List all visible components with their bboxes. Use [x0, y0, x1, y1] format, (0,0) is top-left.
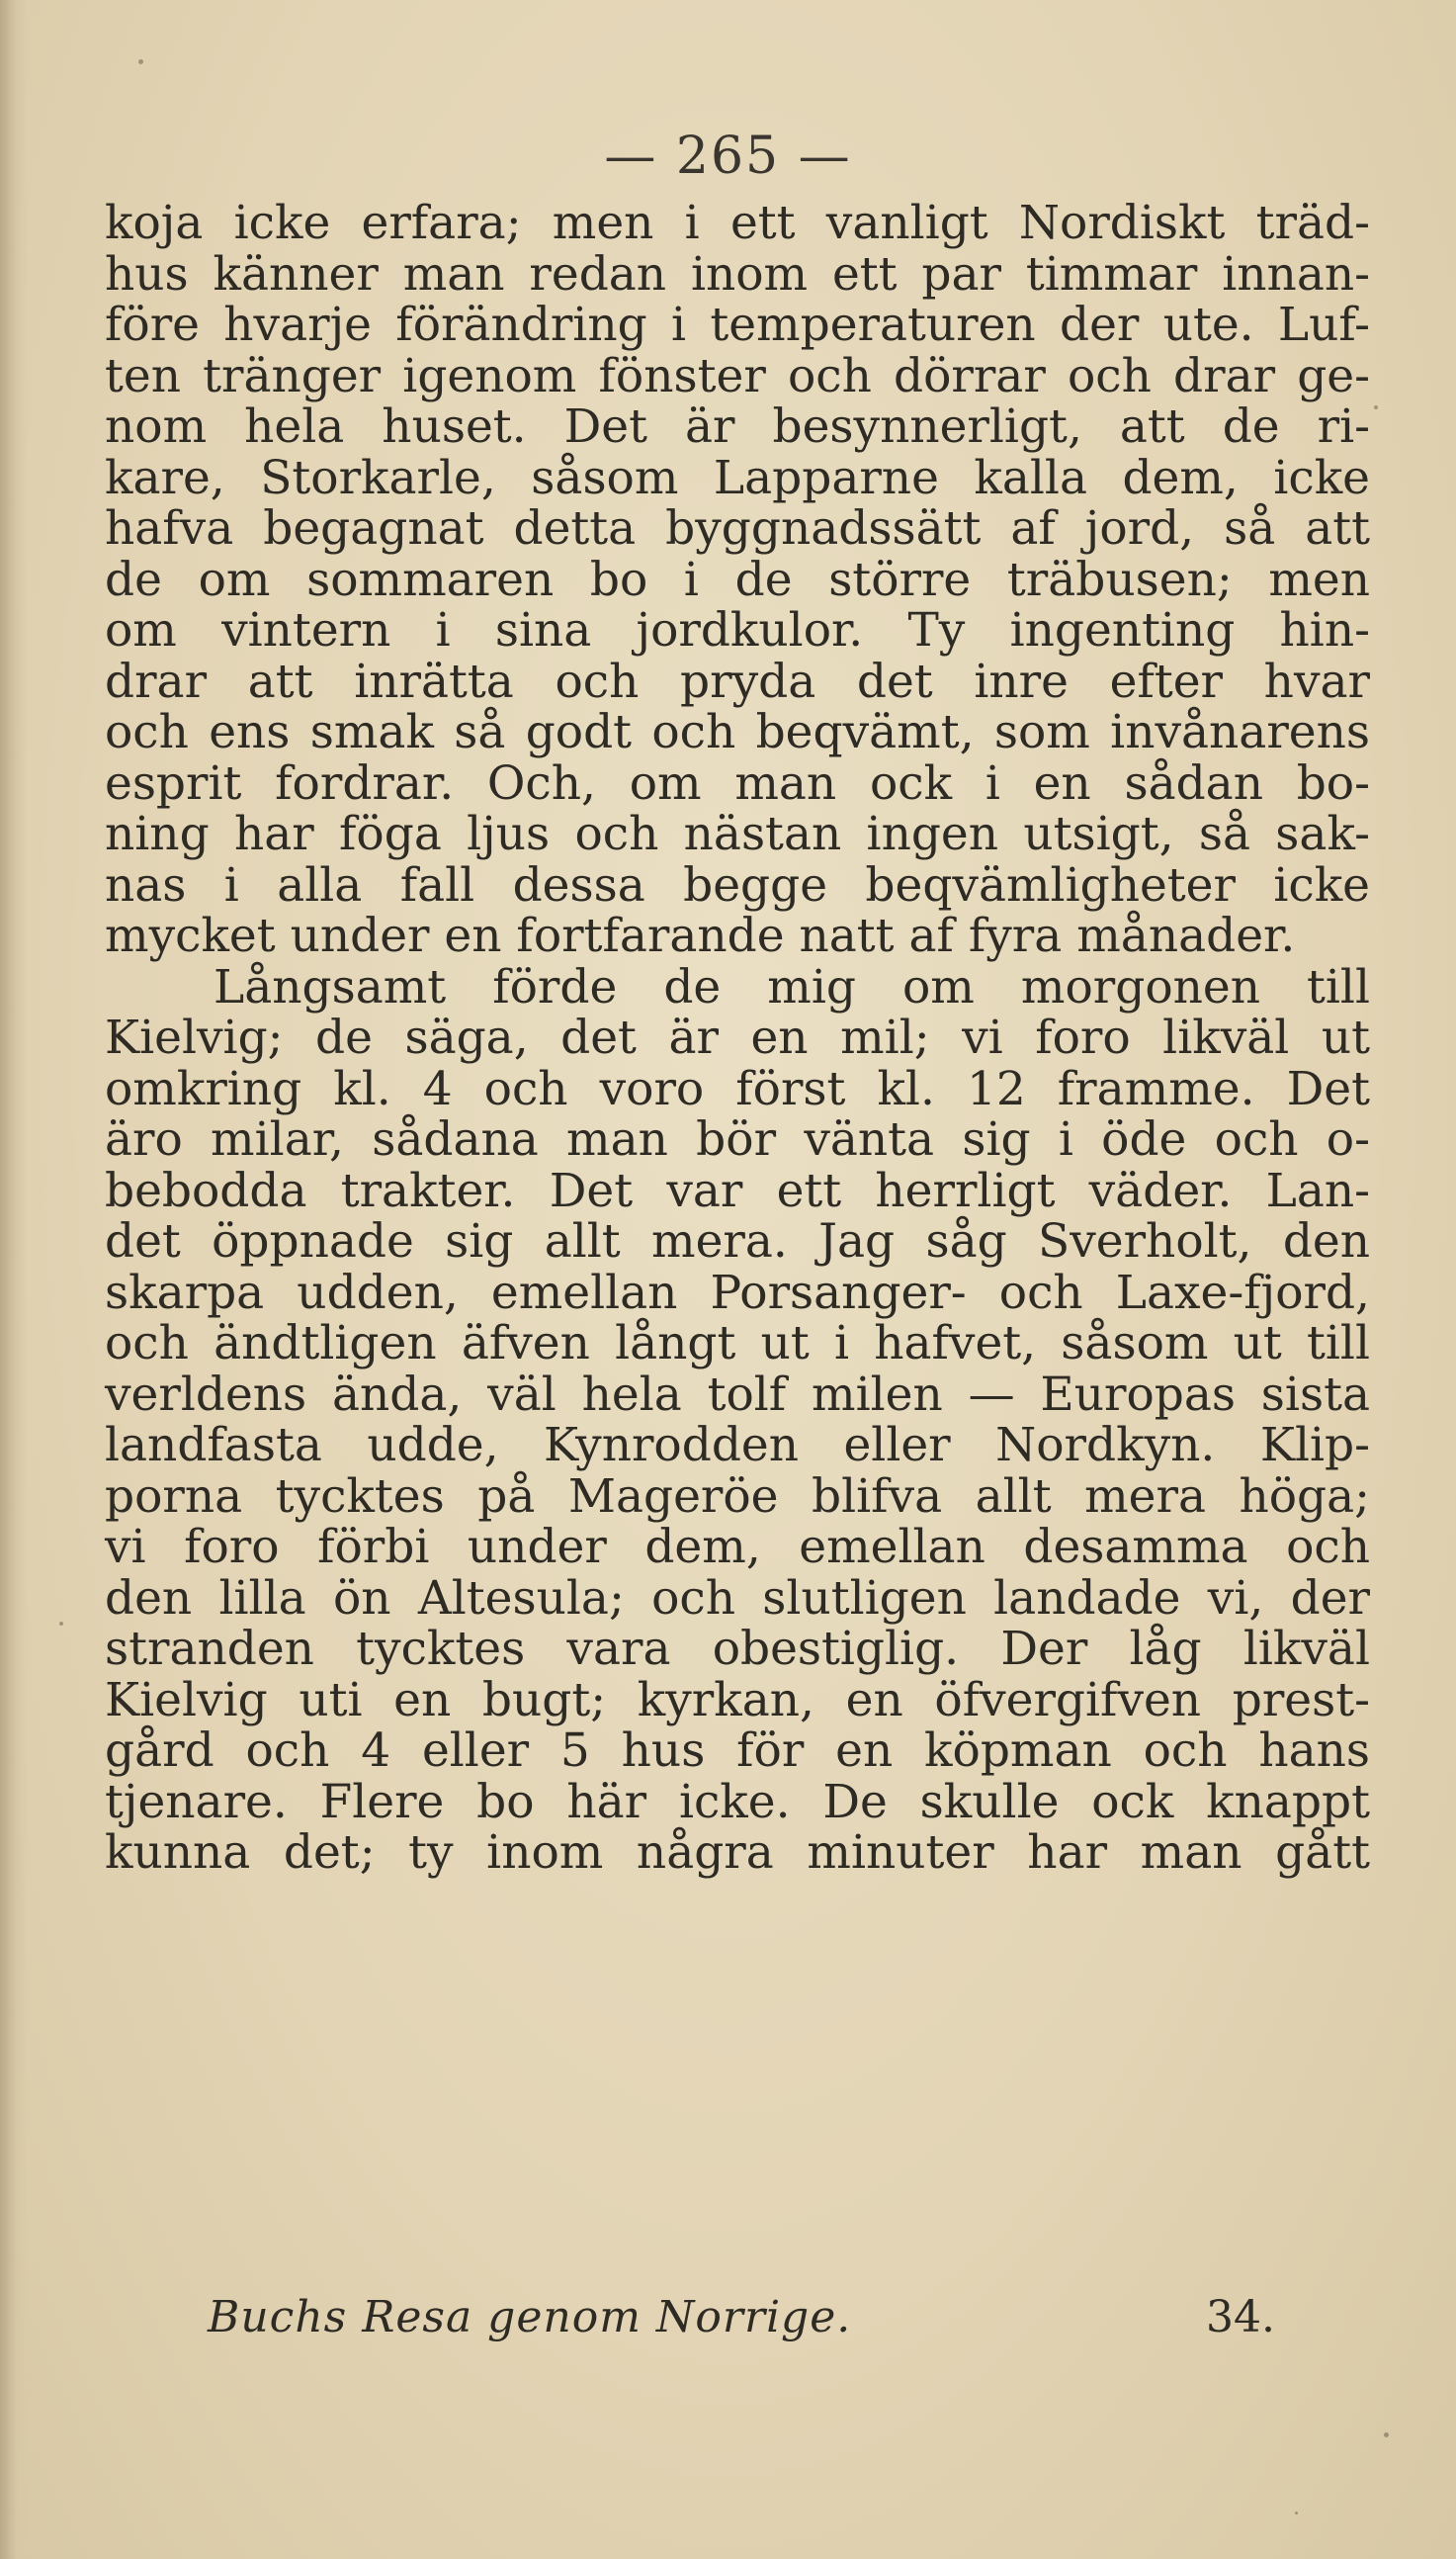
page-footer: [208, 2292, 1275, 2351]
text-line: Kielvig; de säga, det är en mil; vi foro likväl ut: [105, 1011, 1370, 1065]
text-line: esprit fordrar. Och, om man ock i en sådan bo-: [105, 755, 1370, 811]
text-line: skarpa udden, emellan Porsanger- och Laxe-fjord,: [105, 1265, 1370, 1320]
paper-speck: [59, 1622, 63, 1626]
body-text: [105, 198, 1370, 1879]
text-line: hus känner man redan inom ett par timmar innan-: [105, 246, 1370, 302]
page-binding-edge: [0, 0, 28, 2559]
text-line: nas i alla fall dessa begge beqvämligheter icke: [105, 857, 1370, 913]
text-line: om vintern i sina jordkulor. Ty ingenting hin-: [105, 603, 1370, 658]
text-line: koja icke erfara; men i ett vanligt Nordiskt träd-: [105, 196, 1370, 250]
text-line: tjenare. Flere bo här icke. De skulle ock knappt: [105, 1774, 1370, 1829]
text-line: gård och 4 eller 5 hus för en köpman och hans: [105, 1723, 1370, 1778]
text-line: kunna det; ty inom några minuter har man gått: [105, 1825, 1370, 1880]
text-line: omkring kl. 4 och voro först kl. 12 framme. Det: [105, 1061, 1370, 1116]
paper-speck: [1374, 405, 1378, 409]
page-number: — 265 —: [604, 127, 852, 186]
text-line: bebodda trakter. Det var ett herrligt väder. Lan-: [105, 1163, 1370, 1218]
text-line: verldens ända, väl hela tolf milen — Europas sista: [105, 1367, 1370, 1422]
text-line: kare, Storkarle, såsom Lapparne kalla dem, icke: [105, 450, 1370, 505]
text-line: mycket under en fortfarande natt af fyra månader.: [105, 909, 1296, 963]
paper-speck: [1295, 2512, 1298, 2515]
text-line: den lilla ön Altesula; och slutligen landade vi, der: [105, 1570, 1370, 1626]
text-line: hafva begagnat detta byggnadssätt af jord, så att: [105, 501, 1370, 556]
sheet-number: 34.: [1206, 2292, 1275, 2342]
text-line: före hvarje förändring i temperaturen der ute. Luf-: [105, 298, 1370, 352]
text-line: vi foro förbi under dem, emellan desamma och: [105, 1520, 1370, 1574]
text-line: ten tränger igenom fönster och dörrar och drar ge-: [105, 348, 1370, 403]
text-line: porna tycktes på Mageröe blifva allt mera höga;: [105, 1468, 1370, 1524]
text-line: och ändtligen äfven långt ut i hafvet, såsom ut till: [105, 1316, 1370, 1370]
text-line: äro milar, sådana man bör vänta sig i öde och o-: [105, 1112, 1370, 1167]
text-line: drar att inrätta och pryda det inre efter hvar: [105, 654, 1370, 709]
text-line: de om sommaren bo i de större träbusen; men: [105, 552, 1370, 607]
text-line: det öppnade sig allt mera. Jag såg Sverholt, den: [105, 1214, 1370, 1269]
text-line: stranden tycktes vara obestiglig. Der låg likväl: [105, 1622, 1370, 1676]
text-line: nom hela huset. Det är besynnerligt, att de ri-: [105, 399, 1370, 454]
paper-speck: [1384, 2432, 1389, 2437]
paper-speck: [138, 59, 143, 64]
text-line: landfasta udde, Kynrodden eller Nordkyn. Klip-: [105, 1418, 1370, 1472]
text-line: ning har föga ljus och nästan ingen utsigt, så sak-: [105, 807, 1370, 861]
text-line: Långsamt förde de mig om morgonen till: [214, 959, 1370, 1015]
signature-mark: Buchs Resa genom Norrige.: [208, 2292, 852, 2342]
text-line: och ens smak så godt och beqvämt, som invånarens: [105, 705, 1370, 759]
text-line: Kielvig uti en bugt; kyrkan, en öfvergifven prest-: [105, 1672, 1370, 1727]
